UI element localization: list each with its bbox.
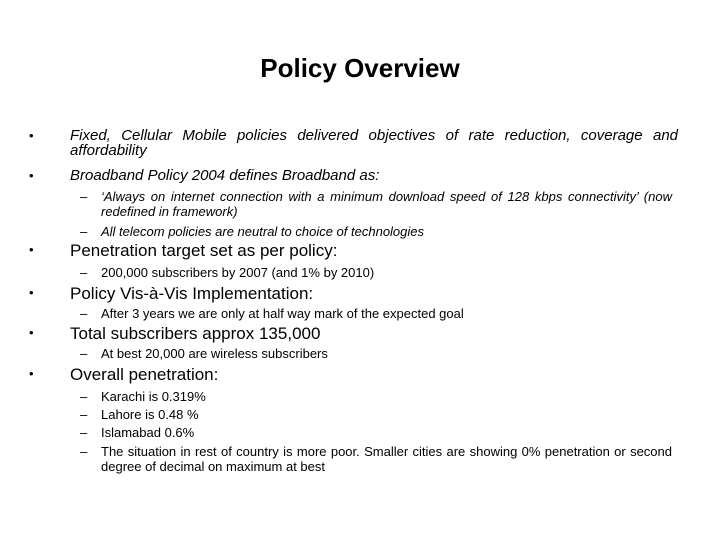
bullet-icon: • xyxy=(29,325,34,340)
dash-icon: – xyxy=(80,346,88,361)
dash-icon: – xyxy=(80,189,88,204)
sub-bullet-text: 200,000 subscribers by 2007 (and 1% by 2010) xyxy=(101,265,375,280)
dash-icon: – xyxy=(80,425,88,440)
bullet-icon: • xyxy=(29,242,34,257)
bullet-text: Overall penetration: xyxy=(70,365,219,384)
dash-icon: – xyxy=(80,224,88,239)
bullet-icon: • xyxy=(29,168,34,183)
dash-icon: – xyxy=(80,306,88,321)
sub-bullet-text: The situation in rest of country is more poor. Smaller cities are showing 0% penetration or second degree of decimal on maximum at best xyxy=(101,444,672,474)
sub-bullet-text: Islamabad 0.6% xyxy=(101,425,195,440)
bullet-icon: • xyxy=(29,285,34,300)
dash-icon: – xyxy=(80,407,88,422)
bullet-text: Fixed, Cellular Mobile policies delivered objectives of rate reduction, coverage and affordability xyxy=(70,127,678,159)
sub-bullet-text: At best 20,000 are wireless subscribers xyxy=(101,346,328,361)
sub-bullet-text: Karachi is 0.319% xyxy=(101,389,206,404)
bullet-icon: • xyxy=(29,366,34,381)
slide-title: Policy Overview xyxy=(260,53,460,83)
bullet-text: Penetration target set as per policy: xyxy=(70,241,338,260)
bullet-icon: • xyxy=(29,128,34,143)
dash-icon: – xyxy=(80,389,88,404)
bullet-text: Total subscribers approx 135,000 xyxy=(70,324,321,343)
sub-bullet-text: All telecom policies are neutral to choice of technologies xyxy=(101,224,425,239)
bullet-text: Policy Vis-à-Vis Implementation: xyxy=(70,284,314,303)
sub-bullet-text: Lahore is 0.48 % xyxy=(101,407,199,422)
sub-bullet-text: After 3 years we are only at half way mark of the expected goal xyxy=(101,306,464,321)
sub-bullet-text: ‘Always on internet connection with a minimum download speed of 128 kbps connectivity’ (now redefined in framework) xyxy=(101,189,672,219)
dash-icon: – xyxy=(80,444,88,459)
bullet-text: Broadband Policy 2004 defines Broadband as: xyxy=(70,167,380,184)
dash-icon: – xyxy=(80,265,88,280)
